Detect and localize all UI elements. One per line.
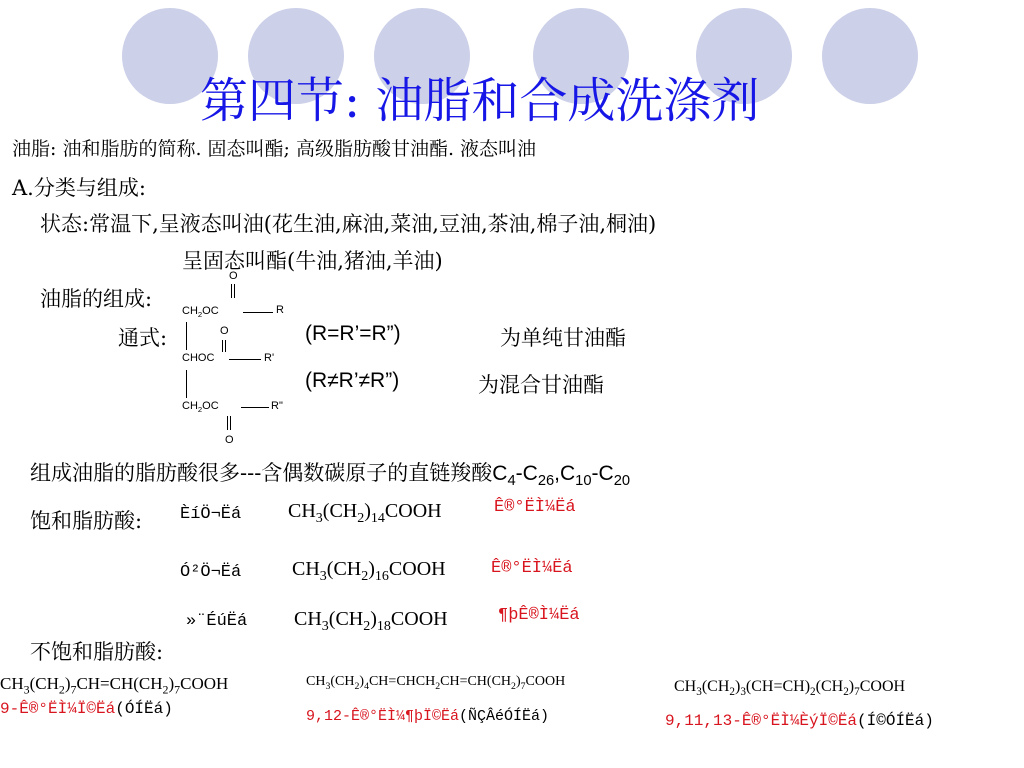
mixed-glyceride-name: 为混合甘油酯 (478, 373, 604, 397)
saturated-acid-3-name: »¨ÉúËá (186, 612, 248, 631)
saturated-acid-2-formula: $CH_3(CH_2)_{16}COOH$ (292, 558, 446, 584)
double-bond-mid (222, 340, 226, 352)
mixed-glyceride-condition: (R≠R’≠R”) (305, 369, 400, 392)
page-title: 第四节: 油脂和合成洗涤剂 (200, 73, 760, 129)
linoleic-acid-formula: $CH_3(CH_2)_4CH=CHCH_2CH=CH(CH_2)_7COOH$ (306, 674, 566, 692)
simple-glyceride-condition: (R=R’=R”) (305, 322, 401, 345)
fatty-acid-note: 组成油脂的脂肪酸很多---含偶数碳原子的直链羧酸$C_4-C_{26},C_{10}-C_{20}$ (30, 461, 631, 490)
decor-circle-6 (822, 8, 918, 104)
bond-r2 (229, 359, 261, 360)
definition-line: 油脂: 油和脂肪的简称. 固态叫酯; 高级脂肪酸甘油酯. 液态叫油 (12, 138, 537, 160)
section-a-heading: A.分类与组成: (12, 176, 146, 200)
oleic-acid-label: 9-Ê®°ËÌ¼Ï©Ëá(ÓÍËá) (0, 700, 173, 718)
carbonyl-o-bottom: O (225, 434, 234, 446)
saturated-acid-2-systematic: Ê®°ËÌ¼Ëá (491, 559, 573, 578)
general-formula-label: 通式: (118, 326, 168, 350)
solid-fat-line: 呈固态叫酯(牛油,猪油,羊油) (182, 249, 443, 273)
ch2-bottom: $CH_2OC$ (182, 400, 219, 415)
r1-group: R (276, 304, 284, 316)
oleic-acid-formula: $CH_3(CH_2)_7CH=CH(CH_2)_7COOH$ (0, 674, 229, 697)
ch2-top: $CH_2OC$ (182, 305, 219, 320)
double-bond-bottom (227, 416, 231, 430)
carbonyl-o-top: O (229, 270, 238, 282)
unsaturated-label: 不饱和脂肪酸: (30, 640, 164, 664)
eleostearic-acid-formula: $CH_3(CH_2)_3(CH=CH)_2(CH_2)_7COOH$ (674, 678, 906, 699)
double-bond-top (231, 284, 235, 298)
r3-group: R" (271, 400, 283, 412)
choc-middle: CHOC (182, 352, 215, 364)
backbone-bond-2 (186, 370, 187, 398)
carbonyl-o-mid: O (220, 325, 229, 337)
state-line: 状态:常温下,呈液态叫油(花生油,麻油,菜油,豆油,茶油,棉子油,桐油) (40, 212, 657, 236)
bond-r1 (243, 312, 273, 313)
saturated-acid-1-name: ÈíÖ¬Ëá (180, 505, 242, 524)
saturated-acid-2-name: Ó²Ö¬Ëá (180, 563, 242, 582)
r2-group: R' (264, 352, 275, 364)
simple-glyceride-name: 为单纯甘油酯 (500, 326, 626, 350)
linoleic-acid-label: 9,12-Ê®°ËÌ¼¶þÏ©Ëá(ÑÇÂéÓÍËá) (306, 708, 550, 725)
saturated-acid-3-systematic: ¶þÊ®Ì¼Ëá (498, 606, 580, 625)
saturated-acid-1-formula: $CH_3(CH_2)_{14}COOH$ (288, 500, 442, 526)
composition-label: 油脂的组成: (40, 287, 153, 311)
backbone-bond-1 (186, 322, 187, 350)
eleostearic-acid-label: 9,11,13-Ê®°ËÌ¼ÈýÏ©Ëá(Í©ÓÍËá) (665, 712, 934, 730)
saturated-acid-3-formula: $CH_3(CH_2)_{18}COOH$ (294, 608, 448, 634)
bond-r3 (241, 407, 269, 408)
saturated-label: 饱和脂肪酸: (30, 509, 143, 533)
saturated-acid-1-systematic: Ê®°ËÌ¼Ëá (494, 498, 576, 517)
